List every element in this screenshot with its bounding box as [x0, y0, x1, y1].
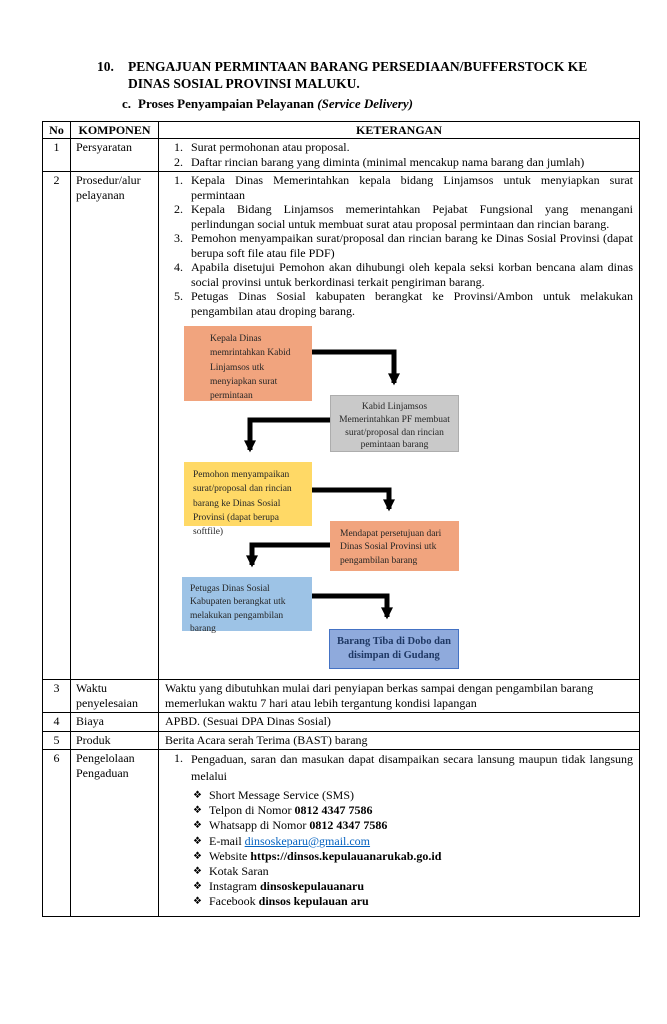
table-row-prosedur — [43, 172, 640, 680]
section-title-line2: DINAS SOSIAL PROVINSI MALUKU. — [128, 76, 360, 91]
section-title-lines — [128, 58, 587, 92]
subtitle-italic: (Service Delivery) — [317, 96, 413, 111]
instagram-handle: dinsoskepulauanaru — [259, 879, 365, 894]
keterangan-cell — [159, 750, 640, 917]
item-text: Surat permohonan atau proposal. — [191, 140, 350, 154]
contact-text: Kotak Saran — [209, 864, 269, 879]
table-header-row — [43, 122, 640, 139]
diamond-bullet-icon: ❖ — [193, 835, 202, 847]
flow-box-barang-tiba: Barang Tiba di Dobo dan disimpan di Gudang — [329, 629, 459, 669]
item-number: 2. — [174, 154, 183, 169]
row-number: 1 — [43, 139, 71, 172]
list-item — [174, 155, 633, 170]
diamond-bullet-icon: ❖ — [193, 850, 202, 862]
header-no: No — [43, 122, 71, 139]
keterangan-cell: APBD. (Sesuai DPA Dinas Sosial) — [159, 713, 640, 732]
service-delivery-table — [42, 121, 640, 917]
heading-block — [97, 58, 640, 112]
contact-website — [193, 849, 633, 864]
item-number: 1. — [174, 751, 183, 765]
contact-text: Short Message Service (SMS) — [209, 788, 354, 802]
flow-arrow-2 — [250, 420, 330, 450]
pengaduan-intro — [174, 751, 633, 785]
item-text: Kepala Dinas Memerintahkan kepala bidang Linjamsos untuk menyiapkan surat permintaan — [191, 173, 633, 202]
item-text: Kepala Bidang Linjamsos memerintahkan Pejabat Fungsional yang menangani perlindungan social untuk membuat surat atau proposal permintaan dan rincian barang. — [191, 202, 633, 231]
table-row-produk — [43, 731, 640, 750]
contact-text: Website https://dinsos.kepulauanarukab.go.id — [209, 848, 442, 863]
section-number: 10. — [97, 59, 114, 74]
header-komponen: KOMPONEN — [71, 122, 159, 139]
list-item — [174, 231, 633, 260]
diamond-bullet-icon: ❖ — [193, 896, 202, 908]
item-text: Daftar rincian barang yang diminta (minimal mencakup nama barang dan jumlah) — [191, 154, 585, 169]
contact-list — [193, 788, 633, 910]
item-text: Apabila disetujui Pemohon akan dihubungi oleh kepala seksi korban bencana alam dinas social provinsi untuk berkordinasi terkait pengiriman barang. — [191, 260, 633, 289]
whatsapp-number: 0812 4347 7586 — [309, 818, 388, 833]
table-row-persyaratan — [43, 139, 640, 172]
phone-number: 0812 4347 7586 — [294, 803, 373, 818]
table-row-pengaduan — [43, 750, 640, 917]
contact-whatsapp — [193, 818, 633, 833]
diamond-bullet-icon: ❖ — [193, 866, 202, 878]
contact-instagram — [193, 879, 633, 894]
keterangan-cell — [159, 139, 640, 172]
komponen-label: Biaya — [71, 713, 159, 732]
list-item — [174, 260, 633, 289]
table-row-biaya — [43, 713, 640, 732]
contact-text: Whatsapp di Nomor 0812 4347 7586 — [209, 818, 388, 833]
item-text: Petugas Dinas Sosial kabupaten berangkat ke Provinsi/Ambon untuk melakukan pengambilan atau droping barang. — [191, 289, 633, 318]
keterangan-cell — [159, 172, 640, 680]
item-text: Pemohon menyampaikan surat/proposal dan rincian barang ke Dinas Sosial Provinsi (dapat berupa soft file atau file PDF) — [191, 231, 633, 260]
item-number: 3. — [174, 231, 183, 245]
email-link[interactable]: dinsoskeparu@gmail.com — [244, 833, 371, 848]
contact-text: Telpon di Nomor 0812 4347 7586 — [209, 803, 373, 818]
row-number: 4 — [43, 713, 71, 732]
item-number: 4. — [174, 260, 183, 274]
row-number: 5 — [43, 731, 71, 750]
subtitle-prefix: c. — [122, 96, 132, 111]
subtitle-text: Proses Penyampaian Pelayanan — [138, 96, 315, 111]
list-item — [174, 289, 633, 318]
keterangan-cell: Berita Acara serah Terima (BAST) barang — [159, 731, 640, 750]
item-number: 5. — [174, 289, 183, 303]
section-subtitle — [122, 96, 640, 112]
diamond-bullet-icon: ❖ — [193, 790, 202, 801]
flow-box-petugas: Petugas Dinas Sosial Kabupaten berangkat utk melakukan pengambilan barang — [182, 577, 312, 631]
contact-telpon — [193, 803, 633, 818]
website-url: https://dinsos.kepulauanarukab.go.id — [250, 848, 442, 863]
komponen-label: Waktu penyelesaian — [71, 680, 159, 713]
diamond-bullet-icon: ❖ — [193, 805, 202, 817]
flow-box-kepala-dinas: Kepala Dinas memrintahkan Kabid Linjamsos utk menyiapkan surat permintaan — [184, 326, 312, 401]
contact-kotak-saran — [193, 864, 633, 879]
diamond-bullet-icon: ❖ — [193, 820, 202, 832]
row-number: 3 — [43, 680, 71, 713]
komponen-label: Produk — [71, 731, 159, 750]
section-title-line1: PENGAJUAN PERMINTAAN BARANG PERSEDIAAN/BUFFERSTOCK KE — [128, 59, 588, 74]
komponen-label: Pengelolaan Pengaduan — [71, 750, 159, 917]
flow-box-persetujuan: Mendapat persetujuan dari Dinas Sosial Provinsi utk pengambilan barang — [330, 521, 459, 571]
header-keterangan: KETERANGAN — [159, 122, 640, 139]
facebook-handle: dinsos kepulauan aru — [258, 894, 369, 909]
contact-sms — [193, 788, 633, 803]
flow-box-kabid-linjamsos: Kabid Linjamsos Memerintahkan PF membuat surat/proposal dan rincian pemintaan barang — [330, 395, 459, 452]
flow-arrow-5 — [312, 596, 387, 617]
list-item — [174, 202, 633, 231]
row-number: 6 — [43, 750, 71, 917]
contact-facebook — [193, 894, 633, 909]
contact-text: Instagram dinsoskepulauanaru — [209, 879, 365, 894]
list-item — [174, 173, 633, 202]
flow-arrow-4 — [252, 545, 330, 565]
flow-arrow-1 — [312, 352, 394, 383]
item-number: 2. — [174, 202, 183, 216]
row-number: 2 — [43, 172, 71, 680]
item-number: 1. — [174, 140, 183, 154]
item-text: Pengaduan, saran dan masukan dapat disampaikan secara lansung maupun tidak langsung melalui — [191, 752, 633, 783]
flow-box-pemohon: Pemohon menyampaikan surat/proposal dan rincian barang ke Dinas Sosial Provinsi (dapat berupa softfile) — [184, 462, 312, 526]
komponen-label: Prosedur/alur pelayanan — [71, 172, 159, 680]
flow-arrow-3 — [312, 490, 389, 509]
list-item — [174, 140, 633, 155]
komponen-label: Persyaratan — [71, 139, 159, 172]
contact-text: E-mail dinsoskeparu@gmail.com — [209, 833, 371, 848]
item-number: 1. — [174, 173, 183, 187]
contact-email — [193, 834, 633, 849]
procedure-flowchart — [174, 321, 633, 677]
diamond-bullet-icon: ❖ — [193, 881, 202, 893]
contact-text: Facebook dinsos kepulauan aru — [209, 894, 369, 909]
section-title — [97, 58, 640, 92]
table-row-waktu — [43, 680, 640, 713]
keterangan-cell: Waktu yang dibutuhkan mulai dari penyiapan berkas sampai dengan pengambilan barang memerlukan waktu 7 hari atau lebih tergantung kondisi lapangan — [159, 680, 640, 713]
